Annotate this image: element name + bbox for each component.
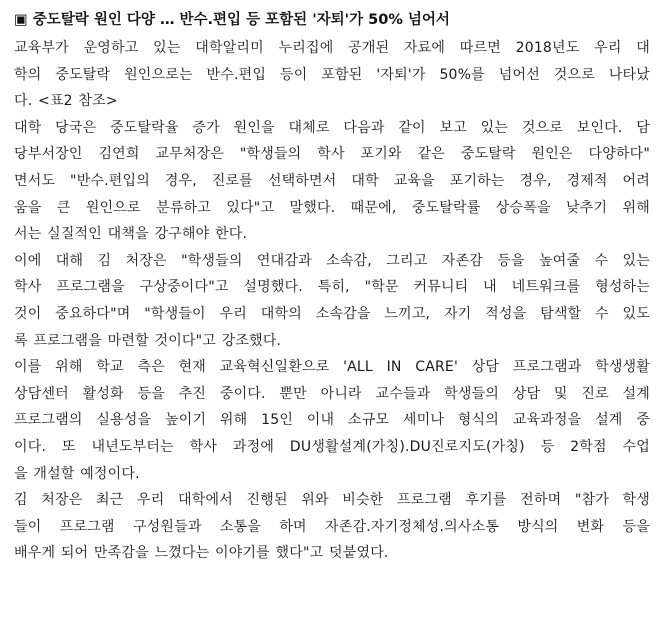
body-line: 들이 프로그램 구성원들과 소통을 하며 자존감.자기정체성.의사소통 방식의 변화 등을: [14, 518, 650, 535]
body-line: 학의 중도탈락 원인으로는 반수.편입 등이 포함된 '자퇴'가 50%를 넘어선 것으로 나타났: [14, 66, 650, 83]
body-line: 면서도 "반수.편입의 경우, 진로를 선택하면서 대학 교육을 포기하는 경우, 경제적 어려: [14, 172, 650, 189]
body-line: 록 프로그램을 마련할 것이다"고 강조했다.: [14, 332, 282, 349]
body-line: 움을 큰 원인으로 분류하고 있다"고 말했다. 때문에, 중도탈락률 상승폭을 낮추기 위해: [14, 199, 650, 216]
body-line: 서는 실질적인 대책을 강구해야 한다.: [14, 226, 248, 243]
article-heading: ▣ 중도탈락 원인 다양 … 반수.편입 등 포함된 '자퇴'가 50% 넘어서: [14, 12, 450, 28]
body-line: 배우게 되어 만족감을 느꼈다는 이야기를 했다"고 덧붙였다.: [14, 545, 389, 562]
body-line: 당부서장인 김연희 교무처장은 "학생들의 학사 포기와 같은 중도탈락 원인은 다양하다": [14, 146, 650, 163]
article: [14, 0, 650, 567]
body-line: 것이 중요하다"며 "학생들이 우리 대학의 소속감을 느끼고, 자기 적성을 탐색할 수 있도: [14, 305, 650, 322]
body-line: 대학 당국은 중도탈락율 증가 원인을 대체로 다음과 같이 보고 있는 것으로 보인다. 담: [14, 119, 650, 136]
body-line: 교육부가 운영하고 있는 대학알리미 누리집에 공개된 자료에 따르면 2018년도 우리 대: [14, 40, 650, 56]
body-line: 이다. 또 내년도부터는 학사 과정에 DU생활설계(가칭).DU진로지도(가칭) 등 2학점 수업: [14, 438, 650, 455]
body-line: 상담센터 활성화 등을 추진 중이다. 뿐만 아니라 교수들과 학생들의 상담 및 진로 설계: [14, 385, 650, 402]
body-line: 을 개설할 예정이다.: [14, 465, 140, 482]
body-line: 프로그램의 실용성을 높이기 위해 15인 이내 소규모 세미나 형식의 교육과정을 설계 중: [14, 412, 650, 429]
body-line: 학사 프로그램을 구상중이다"고 설명했다. 특히, "학문 커뮤니티 내 네트워크를 형성하는: [14, 279, 650, 296]
body-line: 이를 위해 학교 측은 현재 교육혁신일환으로 'ALL IN CARE' 상담 프로그램과 학생생활: [14, 359, 650, 376]
body-line: 다. <표2 참조>: [14, 93, 118, 110]
article-body: [14, 35, 650, 567]
body-line: 김 처장은 최근 우리 대학에서 진행된 위와 비슷한 프로그램 후기를 전하며 "참가 학생: [14, 492, 650, 509]
body-line: 이에 대해 김 처장은 "학생들의 연대감과 소속감, 그리고 자존감 등을 높여줄 수 있는: [14, 252, 650, 269]
